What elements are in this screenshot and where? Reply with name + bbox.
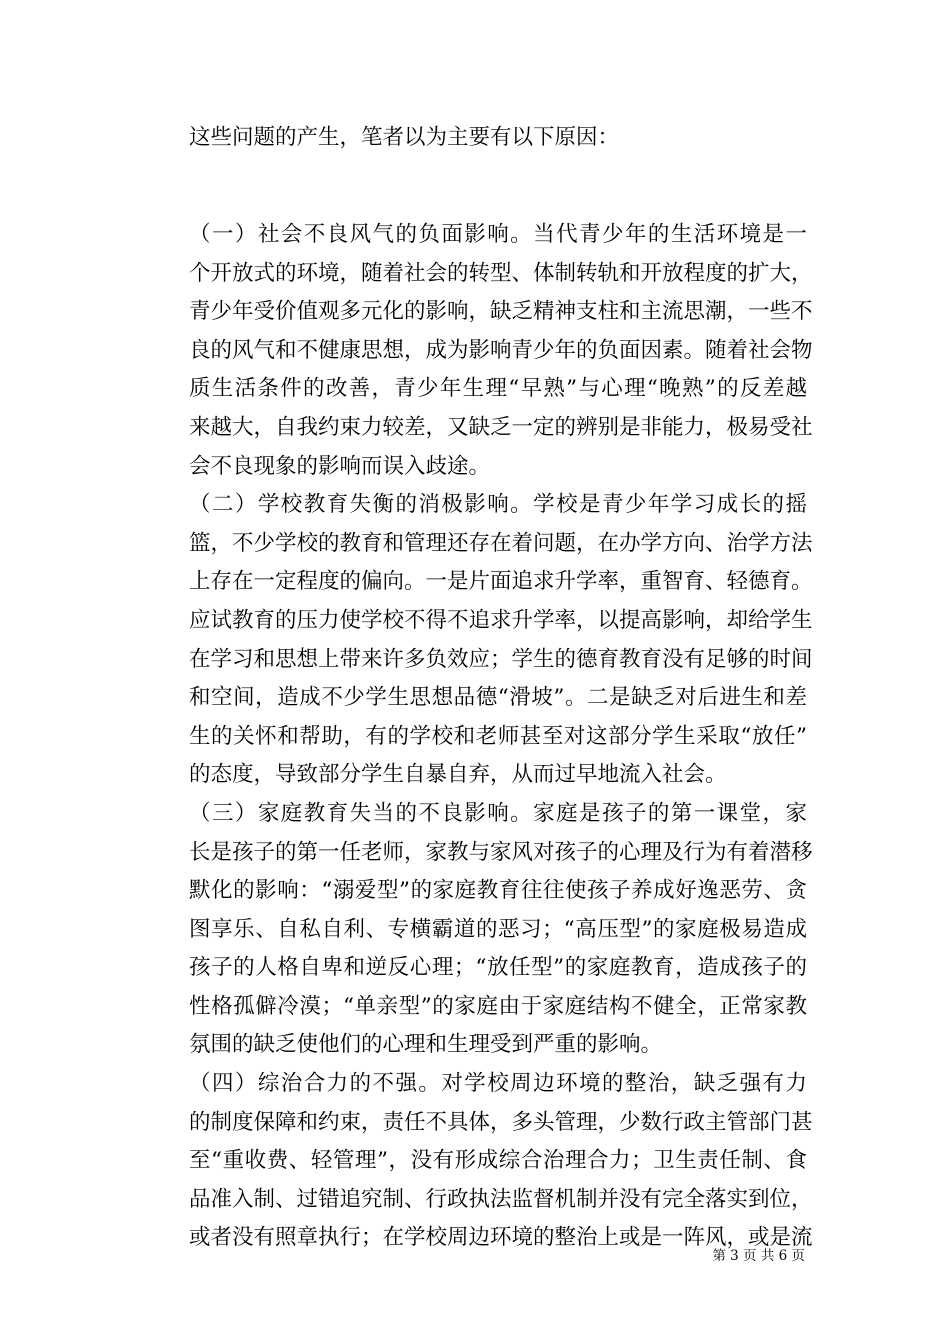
body-text: [145, 216, 813, 1258]
text-line: （二）学校教育失衡的消极影响。学校是青少年学习成长的摇: [189, 492, 807, 518]
text-line: 或者没有照章执行；在学校周边环境的整治上或是一阵风，或是流: [189, 1225, 813, 1251]
text-line: 良的风气和不健康思想，成为影响青少年的负面因素。随着社会物: [189, 337, 813, 363]
text-line: （一）社会不良风气的负面影响。当代青少年的生活环境是一: [189, 222, 807, 247]
text-line: 长是孩子的第一任老师，家教与家风对孩子的心理及行为有着潜移: [189, 839, 813, 865]
text-line: 在学习和思想上带来许多负效应；学生的德育教育没有足够的时间: [189, 646, 813, 672]
paragraph-school-education: [145, 486, 813, 795]
text-line: 质生活条件的改善，青少年生理“早熟”与心理“晚熟”的反差越: [189, 376, 807, 402]
text-line: 个开放式的环境，随着社会的转型、体制转轨和开放程度的扩大，: [189, 260, 813, 286]
text-line: 的制度保障和约束，责任不具体，多头管理，少数行政主管部门甚: [189, 1109, 813, 1135]
text-line: 会不良现象的影响而误入歧途。: [189, 453, 491, 479]
text-line: （三）家庭教育失当的不良影响。家庭是孩子的第一课堂，家: [189, 800, 807, 826]
text-line: 篮，不少学校的教育和管理还存在着问题，在办学方向、治学方法: [189, 530, 813, 556]
text-line: 氛围的缺乏使他们的心理和生理受到严重的影响。: [189, 1032, 663, 1058]
text-line: 应试教育的压力使学校不得不追求升学率，以提高影响，却给学生: [189, 607, 813, 633]
text-line: 青少年受价值观多元化的影响，缺乏精神支柱和主流思潮，一些不: [189, 299, 813, 325]
text-line: 的态度，导致部分学生自暴自弃，从而过早地流入社会。: [189, 762, 727, 788]
paragraph-social-influence: [145, 216, 813, 486]
page-number-footer: 第 3 页 共 6 页: [712, 1248, 805, 1264]
text-line: 孩子的人格自卑和逆反心理；“放任型”的家庭教育，造成孩子的: [189, 955, 807, 981]
text-line: （四）综治合力的不强。对学校周边环境的整治，缺乏强有力: [189, 1071, 807, 1097]
text-line: 上存在一定程度的偏向。一是片面追求升学率，重智育、轻德育。: [189, 569, 813, 595]
text-line: 品准入制、过错追究制、行政执法监督机制并没有完全落实到位，: [189, 1186, 813, 1212]
paragraph-governance: [145, 1065, 813, 1258]
text-line: 性格孤僻冷漠；“单亲型”的家庭由于家庭结构不健全，正常家教: [189, 993, 807, 1019]
text-line: 默化的影响：“溺爱型”的家庭教育往往使孩子养成好逸恶劳、贪: [189, 878, 807, 904]
text-line: 生的关怀和帮助，有的学校和老师甚至对这部分学生采取“放任”: [189, 723, 807, 749]
text-line: 来越大，自我约束力较差，又缺乏一定的辨别是非能力，极易受社: [189, 414, 813, 440]
text-line: 和空间，造成不少学生思想品德“滑坡”。二是缺乏对后进生和差: [189, 685, 807, 711]
text-line: 图享乐、自私自利、专横霸道的恶习；“高压型”的家庭极易造成: [189, 916, 807, 942]
paragraph-family-education: [145, 795, 813, 1065]
text-line: 至“重收费、轻管理”，没有形成综合治理合力；卫生责任制、食: [189, 1148, 807, 1174]
intro-sentence: 这些问题的产生，笔者以为主要有以下原因：: [189, 125, 620, 150]
